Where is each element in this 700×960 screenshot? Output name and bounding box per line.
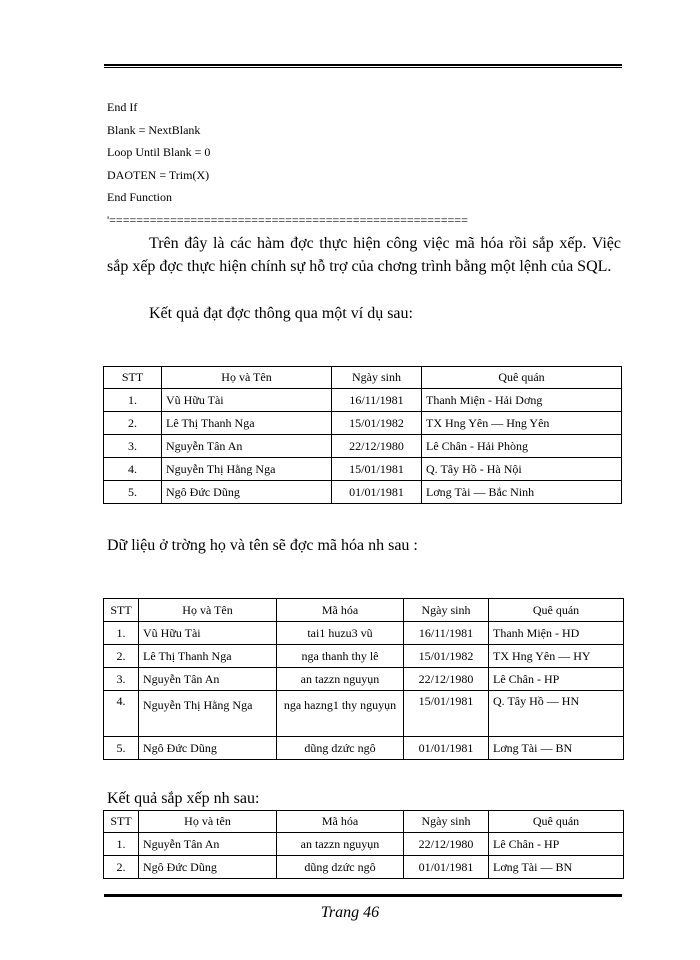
col-header: Mã hóa [277, 599, 404, 622]
code-line: Loop Until Blank = 0 [107, 145, 211, 160]
result-intro: Kết quả đạt đợc thông qua một ví dụ sau: [149, 305, 413, 322]
table-row: 3. Nguyễn Tân An 22/12/1980 Lê Chân - Hải Phòng [104, 435, 622, 458]
col-header: Họ và Tên [139, 599, 277, 622]
code-block [107, 96, 468, 232]
col-header: Ngày sinh [404, 599, 489, 622]
col-header: STT [104, 599, 139, 622]
col-header: STT [104, 811, 139, 833]
col-header: Quê quán [422, 367, 622, 389]
table-row: 2. Ngô Đức Dũng dũng dzức ngô 01/01/1981 Lơng Tài — BN [104, 856, 624, 879]
encoding-heading: Dữ liệu ở trờng họ và tên sẽ đợc mã hóa nh sau : [107, 537, 418, 554]
table-header-row [104, 367, 622, 389]
table-original [103, 366, 622, 504]
sorted-heading: Kết quả sắp xếp nh sau: [107, 790, 260, 807]
code-line: Blank = NextBlank [107, 122, 201, 137]
table-row: 5. Ngô Đức Dũng dũng dzức ngô 01/01/1981 Lơng Tài — BN [104, 737, 624, 760]
col-header: Ngày sinh [332, 367, 422, 389]
col-header: Mã hóa [277, 811, 404, 833]
page-number: Trang 46 [320, 904, 380, 921]
table-encoded [103, 598, 624, 760]
table-row: 4. Nguyễn Thị Hằng Nga 15/01/1981 Q. Tây Hồ - Hà Nội [104, 458, 622, 481]
table-row: 1. Vũ Hữu Tài tai1 huzu3 vũ 16/11/1981 Thanh Miện - HD [104, 622, 624, 645]
table-header-row [104, 599, 624, 622]
table-row: 2. Lê Thị Thanh Nga 15/01/1982 TX Hng Yên — Hng Yên [104, 412, 622, 435]
table-row: 4. Nguyễn Thị Hằng Nga nga hazng1 thy nguyụn 15/01/1981 Q. Tây Hồ — HN [104, 691, 624, 737]
col-header: Quê quán [489, 811, 624, 833]
col-header: STT [104, 367, 162, 389]
top-rule [104, 64, 622, 68]
table-header-row [104, 811, 624, 833]
table-row: 2. Lê Thị Thanh Nga nga thanh thy lê 15/01/1982 TX Hng Yên — HY [104, 645, 624, 668]
col-header: Ngày sinh [404, 811, 489, 833]
col-header: Quê quán [489, 599, 624, 622]
table-row: 5. Ngô Đức Dũng 01/01/1981 Lơng Tài — Bắc Ninh [104, 481, 622, 504]
col-header: Họ và tên [139, 811, 277, 833]
code-line: DAOTEN = Trim(X) [107, 167, 210, 182]
code-line: End Function [107, 190, 172, 205]
bottom-rule [104, 893, 622, 897]
table-row: 1. Nguyễn Tân An an tazzn nguyụn 22/12/1980 Lê Chân - HP [104, 833, 624, 856]
intro-paragraph: Trên đây là các hàm đợc thực hiện công việc mã hóa rồi sắp xếp. Việc sắp xếp đợc thực hiện chính sự hỗ trợ của chơng trình bằng một lệnh của SQL. [107, 235, 621, 275]
col-header: Họ và Tên [162, 367, 332, 389]
code-line: End If [107, 100, 138, 114]
code-line: '===================================================== [107, 212, 468, 227]
table-row: 3. Nguyễn Tân An an tazzn nguyụn 22/12/1980 Lê Chân - HP [104, 668, 624, 691]
table-sorted [103, 810, 624, 879]
table-row: 1. Vũ Hữu Tài 16/11/1981 Thanh Miện - Hải Dơng [104, 389, 622, 412]
